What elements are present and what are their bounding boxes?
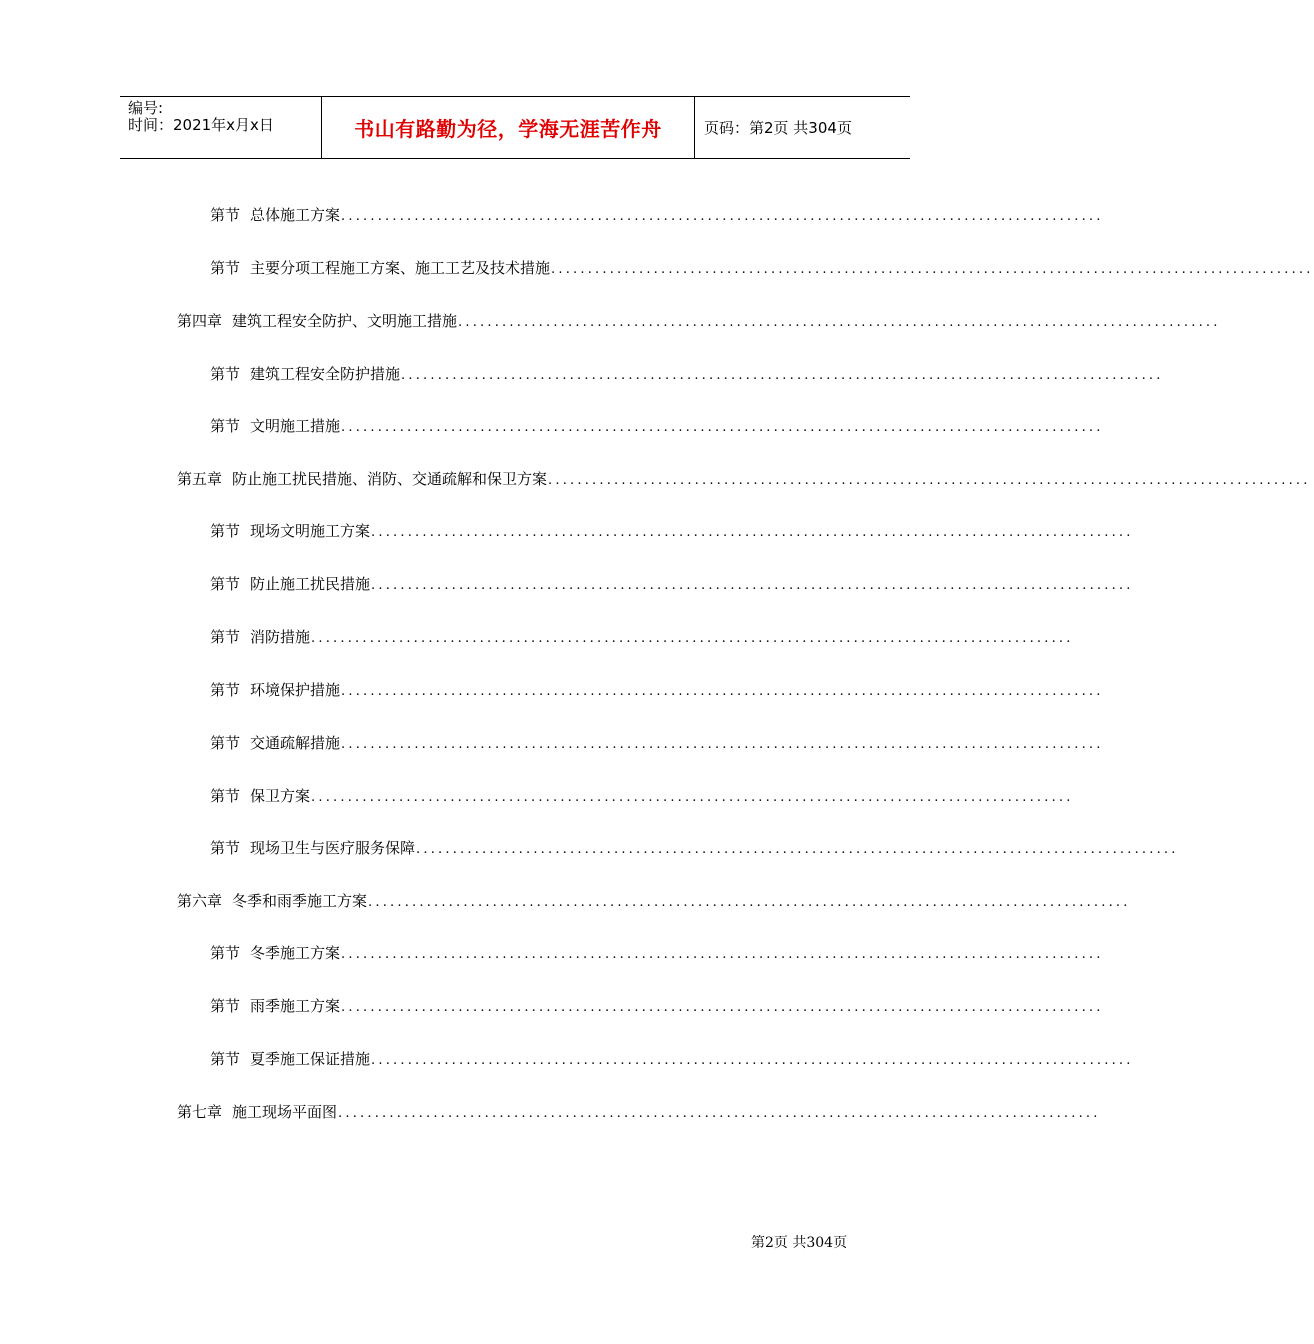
page-footer: 第2页 共304页 (751, 1235, 848, 1251)
toc-entry-prefix: 第七章 (177, 1103, 223, 1121)
toc-entry-prefix: 第节 (210, 681, 241, 699)
document-number-label: 编号: (128, 99, 164, 117)
header-meta-cell (120, 97, 322, 158)
toc-entry-title: 交通疏解措施 (250, 734, 341, 752)
toc-leader-dots: ........................................................................................................ (551, 262, 1314, 277)
toc-leader-dots: ........................................................................................................ (341, 420, 1104, 435)
toc-entry[interactable] (210, 574, 1134, 596)
toc-entry-title: 现场卫生与医疗服务保障 (250, 839, 416, 857)
toc-entry-title: 保卫方案 (250, 787, 311, 805)
toc-entry-title: 消防措施 (250, 628, 311, 646)
toc-leader-dots: ........................................................................................................ (341, 1000, 1104, 1015)
toc-chapter-entry[interactable] (177, 1102, 1101, 1124)
header-motto-cell (322, 97, 695, 158)
toc-leader-dots: ........................................................................................................ (341, 947, 1104, 962)
toc-leader-dots: ........................................................................................................ (458, 315, 1221, 330)
toc-entry-prefix: 第节 (210, 365, 241, 383)
page-header (120, 96, 910, 159)
toc-entry-prefix: 第六章 (177, 892, 223, 910)
toc-entry-prefix: 第节 (210, 417, 241, 435)
toc-entry-title: 建筑工程安全防护措施 (250, 365, 401, 383)
toc-entry[interactable] (210, 996, 1104, 1018)
header-page-info: 页码：第2页 共304页 (704, 119, 852, 137)
toc-entry[interactable] (210, 943, 1104, 965)
toc-entry-prefix: 第五章 (177, 470, 223, 488)
toc-entry-title: 环境保护措施 (250, 681, 341, 699)
toc-leader-dots: ........................................................................................................ (311, 790, 1074, 805)
toc-entry-prefix: 第节 (210, 259, 241, 277)
header-motto: 书山有路勤为径，学海无涯苦作舟 (354, 117, 662, 141)
toc-leader-dots: ........................................................................................................ (368, 895, 1131, 910)
toc-entry-title: 施工现场平面图 (232, 1103, 338, 1121)
toc-entry-prefix: 第四章 (177, 312, 223, 330)
toc-chapter-entry[interactable] (177, 469, 1311, 491)
header-page-cell (695, 97, 910, 158)
toc-entry[interactable] (210, 364, 1164, 386)
toc-entry[interactable] (210, 838, 1179, 860)
toc-chapter-entry[interactable] (177, 891, 1131, 913)
toc-entry[interactable] (210, 627, 1074, 649)
toc-entry-title: 冬季施工方案 (250, 944, 341, 962)
toc-leader-dots: ........................................................................................................ (371, 1053, 1134, 1068)
toc-entry[interactable] (210, 205, 1104, 227)
toc-entry-title: 文明施工措施 (250, 417, 341, 435)
toc-entry-title: 冬季和雨季施工方案 (232, 892, 368, 910)
toc-entry-prefix: 第节 (210, 628, 241, 646)
toc-leader-dots: ........................................................................................................ (341, 209, 1104, 224)
toc-leader-dots: ........................................................................................................ (401, 368, 1164, 383)
toc-leader-dots: ........................................................................................................ (416, 842, 1179, 857)
toc-entry-title: 现场文明施工方案 (250, 522, 371, 540)
toc-entry-prefix: 第节 (210, 522, 241, 540)
toc-entry-prefix: 第节 (210, 206, 241, 224)
toc-leader-dots: ........................................................................................................ (341, 684, 1104, 699)
toc-leader-dots: ........................................................................................................ (338, 1106, 1101, 1121)
toc-entry-title: 总体施工方案 (250, 206, 341, 224)
toc-entry-title: 主要分项工程施工方案、施工工艺及技术措施 (250, 259, 551, 277)
toc-leader-dots: ........................................................................................................ (371, 578, 1134, 593)
toc-entry-prefix: 第节 (210, 1050, 241, 1068)
toc-entry-title: 雨季施工方案 (250, 997, 341, 1015)
toc-chapter-entry[interactable] (177, 311, 1221, 333)
toc-leader-dots: ........................................................................................................ (341, 737, 1104, 752)
toc-entry-title: 防止施工扰民措施 (250, 575, 371, 593)
toc-entry[interactable] (210, 680, 1104, 702)
toc-entry-title: 建筑工程安全防护、文明施工措施 (232, 312, 458, 330)
toc-leader-dots: ........................................................................................................ (371, 525, 1134, 540)
toc-entry[interactable] (210, 786, 1074, 808)
toc-entry[interactable] (210, 733, 1104, 755)
toc-entry-prefix: 第节 (210, 839, 241, 857)
toc-entry-prefix: 第节 (210, 944, 241, 962)
toc-entry[interactable] (210, 1049, 1134, 1071)
toc-entry-prefix: 第节 (210, 997, 241, 1015)
toc-entry[interactable] (210, 416, 1104, 438)
document-time-label: 时间：2021年x月x日 (128, 116, 274, 134)
toc-entry-title: 夏季施工保证措施 (250, 1050, 371, 1068)
toc-entry[interactable] (210, 521, 1134, 543)
toc-entry[interactable] (210, 258, 1314, 280)
toc-entry-prefix: 第节 (210, 734, 241, 752)
toc-entry-prefix: 第节 (210, 575, 241, 593)
toc-leader-dots: ........................................................................................................ (311, 631, 1074, 646)
toc-leader-dots: ........................................................................................................ (548, 473, 1311, 488)
toc-entry-prefix: 第节 (210, 787, 241, 805)
toc-entry-title: 防止施工扰民措施、消防、交通疏解和保卫方案 (232, 470, 548, 488)
